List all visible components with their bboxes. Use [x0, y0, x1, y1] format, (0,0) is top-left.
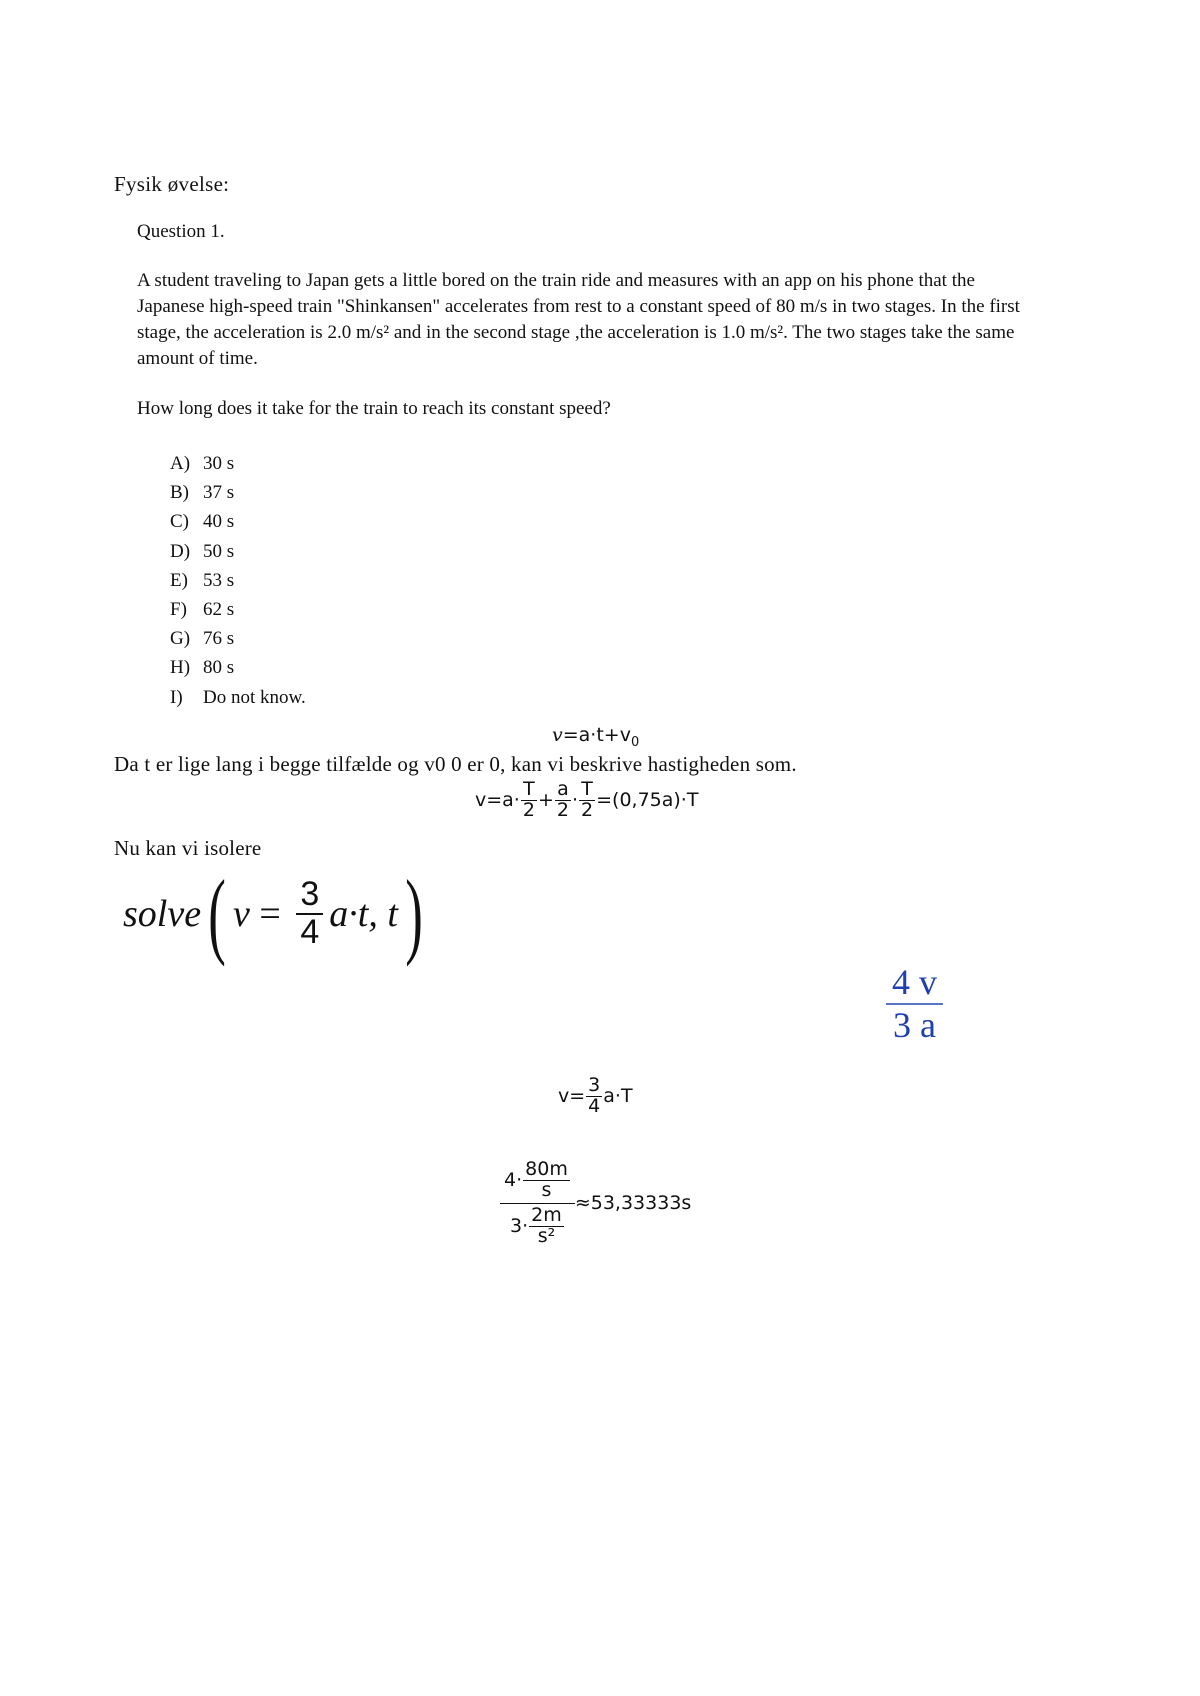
answer-option — [170, 566, 306, 595]
option-label: E) — [170, 569, 188, 591]
eq2-dot: · — [571, 789, 579, 812]
eq1-rhs: =a·t+v — [562, 724, 631, 746]
result-numerator: 4 v — [886, 962, 943, 1005]
page-heading: Fysik øvelse: — [114, 172, 230, 196]
fraction-numerator: 3 — [588, 1074, 601, 1096]
option-text: 53 s — [203, 569, 235, 591]
answer-options — [170, 449, 306, 712]
option-text: 37 s — [203, 482, 235, 504]
solve-fraction-numerator: 3 — [296, 877, 323, 915]
solve-command — [123, 860, 430, 967]
acceleration-stage-2: 1.0 m/s² — [721, 322, 784, 343]
velocity-equation — [552, 724, 639, 750]
question-body — [137, 268, 1037, 372]
numerator-prefix: 4· — [504, 1169, 523, 1192]
option-label: B) — [170, 482, 189, 504]
calculation-fraction — [500, 1158, 575, 1249]
option-text: 30 s — [203, 453, 235, 474]
answer-option — [170, 537, 306, 566]
fraction-denominator: s² — [537, 1224, 556, 1247]
option-label: C) — [170, 511, 189, 533]
fraction-denominator: 2 — [522, 798, 535, 821]
solve-equals: = — [249, 893, 291, 935]
question-prompt: How long does it take for the train to reach its constant speed? — [137, 398, 611, 419]
answer-option — [170, 449, 306, 478]
approx-result: ≈53,33333s — [574, 1192, 692, 1215]
option-label: H) — [170, 657, 191, 679]
acceleration-fraction — [529, 1203, 564, 1247]
simplified-velocity-equation — [558, 1076, 633, 1117]
option-text: 80 s — [203, 657, 235, 679]
numeric-calculation — [500, 1158, 691, 1249]
result-denominator: 3 a — [893, 1005, 936, 1046]
question-body-part-b: and in the second stage ,the acceleration is — [389, 322, 722, 343]
fraction-denominator: 2 — [556, 798, 569, 821]
answer-option — [170, 595, 306, 624]
option-text: 62 s — [203, 598, 235, 620]
fraction-numerator: a — [557, 778, 569, 800]
question-body-part-c: . The two stages take the same amount of time. — [137, 322, 1015, 369]
option-label: F) — [170, 598, 187, 620]
answer-option — [170, 478, 306, 507]
question-body-part-a: A student traveling to Japan gets a little bored on the train ride and measures with an app on his phone that the Japanese high-speed train "Shinkansen" accelerates from rest to a constant speed of 80 m/s in two stages. In the first stage, the acceleration is — [137, 270, 1020, 343]
eq1-subscript: 0 — [630, 734, 640, 750]
solve-function-name: solve — [123, 893, 202, 935]
eq2-plus: + — [537, 789, 554, 812]
speed-fraction — [523, 1160, 570, 1201]
option-label: D) — [170, 540, 191, 562]
option-text: 76 s — [203, 628, 235, 650]
explanation-text: Da t er lige lang i begge tilfælde og v0 0 er 0, kan vi beskrive hastigheden som. — [114, 752, 797, 776]
solve-fraction — [296, 877, 323, 950]
combined-velocity-equation — [475, 780, 698, 821]
answer-option — [170, 507, 306, 536]
option-label: I) — [170, 686, 183, 708]
solve-result — [886, 962, 943, 1047]
isolate-text: Nu kan vi isolere — [114, 836, 262, 860]
fraction-3-over-4 — [586, 1076, 602, 1117]
calculation-numerator — [500, 1158, 575, 1204]
fraction-numerator: T — [581, 778, 593, 800]
acceleration-stage-1: 2.0 m/s² — [327, 322, 390, 343]
option-text: 40 s — [203, 511, 235, 533]
fraction-a-over-2 — [555, 780, 571, 821]
fraction-denominator: s — [541, 1178, 552, 1201]
fraction-denominator: 4 — [588, 1094, 601, 1117]
solve-rest: a·t, t — [329, 893, 398, 935]
fraction-t-over-2-second — [579, 780, 595, 821]
option-label: G) — [170, 628, 191, 650]
answer-option — [170, 653, 306, 682]
eq2-start: v=a· — [475, 789, 520, 812]
fraction-numerator: 80m — [525, 1158, 568, 1180]
answer-option — [170, 624, 306, 653]
eq1-lhs: v — [552, 724, 563, 746]
solve-lhs: v — [233, 893, 250, 935]
option-text: 50 s — [203, 540, 235, 562]
denominator-prefix: 3· — [510, 1215, 529, 1238]
solve-right-paren: ) — [405, 860, 423, 967]
solve-left-paren: ( — [208, 860, 226, 967]
eq3-end: a·T — [603, 1085, 633, 1108]
fraction-denominator: 2 — [581, 798, 594, 821]
eq3-start: v= — [558, 1085, 586, 1108]
option-text: Do not know. — [203, 686, 306, 708]
question-title: Question 1. — [137, 221, 225, 242]
fraction-t-over-2 — [521, 780, 537, 821]
eq2-end: =(0,75a)·T — [596, 789, 699, 812]
option-label: A) — [170, 453, 191, 474]
solve-fraction-denominator: 4 — [300, 913, 320, 951]
answer-option — [170, 683, 306, 712]
calculation-denominator — [506, 1204, 569, 1249]
fraction-numerator: T — [523, 778, 535, 800]
fraction-numerator: 2m — [531, 1203, 562, 1226]
